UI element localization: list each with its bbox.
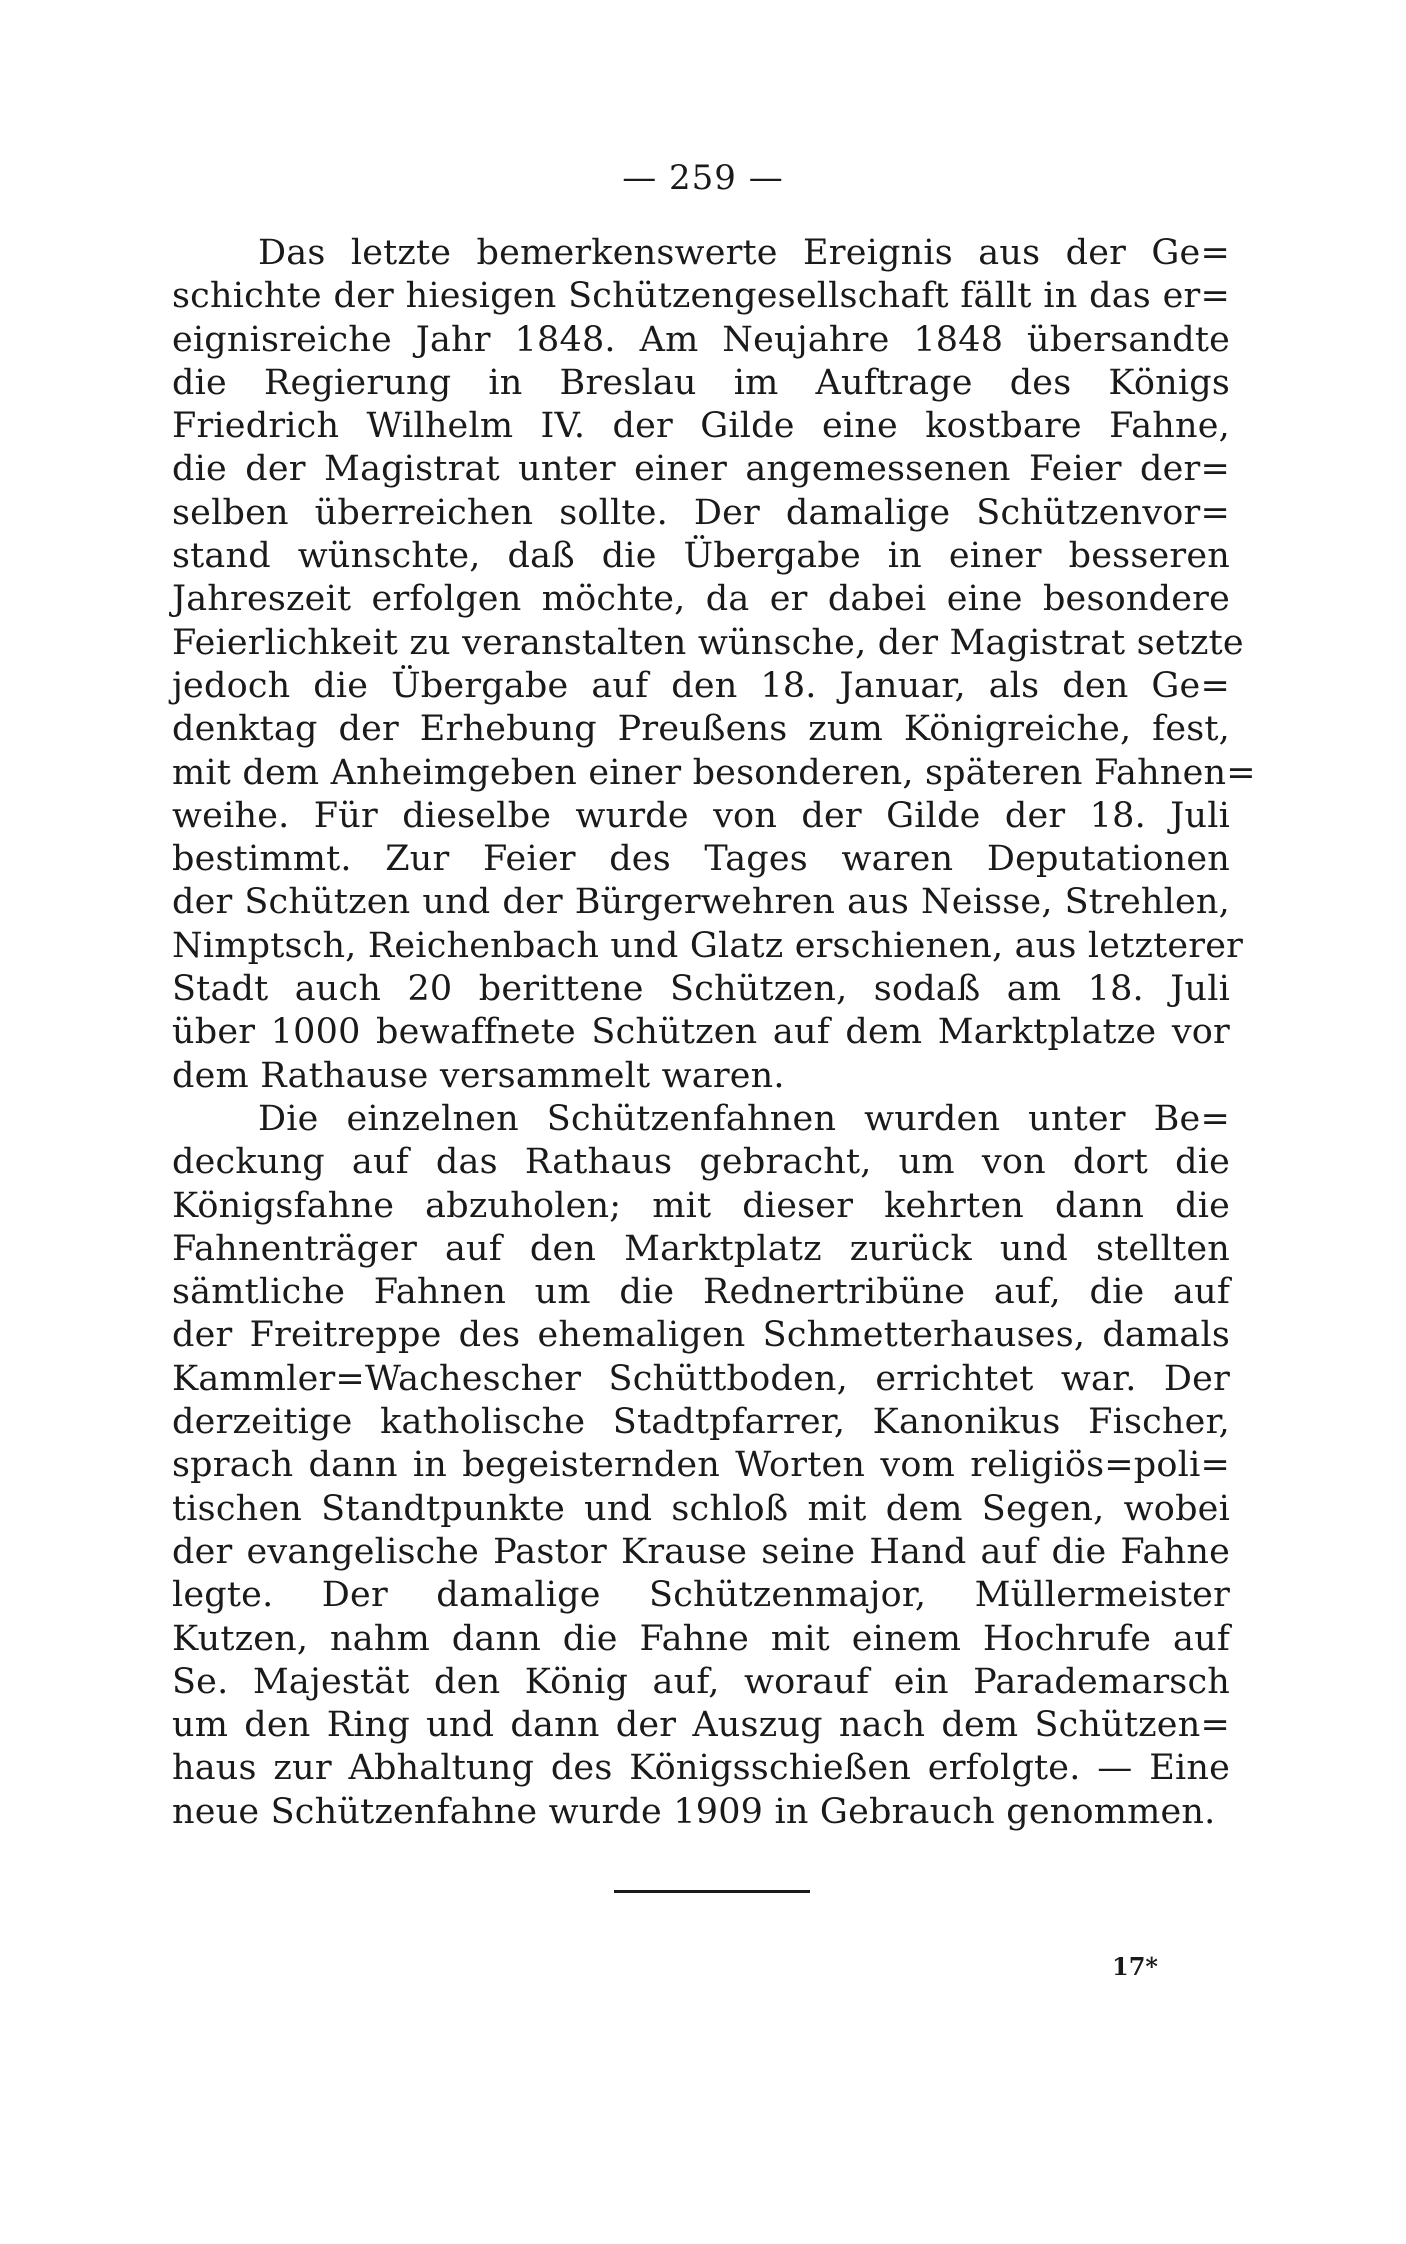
text-line: Kammler=Wachescher Schüttboden, errichtet war. Der [172,1358,1230,1399]
text-line: Kutzen, nahm dann die Fahne mit einem Hochrufe auf [172,1618,1230,1659]
page-number: — 259 — [622,158,784,198]
text-line: Die einzelnen Schützenfahnen wurden unter Be= [258,1098,1230,1139]
text-line: dem Rathause versammelt waren. [172,1055,785,1096]
text-line: weihe. Für dieselbe wurde von der Gilde der 18. Juli [172,795,1230,836]
text-line: der evangelische Pastor Krause seine Hand auf die Fahne [172,1531,1230,1572]
body-text [172,232,1256,1834]
text-line: die der Magistrat unter einer angemessenen Feier der= [172,449,1230,490]
text-line: Nimptsch, Reichenbach und Glatz erschienen, aus letzterer [172,925,1244,966]
text-line: jedoch die Übergabe auf den 18. Januar, als den Ge= [172,665,1230,706]
signature-mark: 17* [1112,1952,1158,1981]
text-line: sämtliche Fahnen um die Rednertribüne auf, die auf [172,1272,1230,1313]
text-line: deckung auf das Rathaus gebracht, um von dort die [172,1142,1230,1183]
text-line: über 1000 bewaffnete Schützen auf dem Marktplatze vor [172,1012,1230,1053]
text-line: schichte der hiesigen Schützengesellschaft fällt in das er= [172,276,1230,317]
text-line: tischen Standtpunkte und schloß mit dem Segen, wobei [172,1488,1230,1529]
text-line: legte. Der damalige Schützenmajor, Müllermeister [172,1575,1230,1616]
text-line: selben überreichen sollte. Der damalige Schützenvor= [172,492,1230,533]
text-line: der Schützen und der Bürgerwehren aus Neisse, Strehlen, [172,882,1230,923]
text-line: Feierlichkeit zu veranstalten wünsche, der Magistrat setzte [172,622,1244,663]
text-line: Jahreszeit erfolgen möchte, da er dabei eine besondere [172,579,1230,620]
text-line: denktag der Erhebung Preußens zum Königreiche, fest, [172,709,1230,750]
text-line: mit dem Anheimgeben einer besonderen, späteren Fahnen= [172,752,1256,793]
text-line: Friedrich Wilhelm IV. der Gilde eine kostbare Fahne, [172,406,1230,447]
paragraph-1 [172,232,1256,1098]
text-line: sprach dann in begeisternden Worten vom religiös=poli= [172,1445,1230,1486]
text-line: Fahnenträger auf den Marktplatz zurück und stellten [172,1228,1230,1269]
text-line: die Regierung in Breslau im Auftrage des Königs [172,362,1230,403]
text-line: Königsfahne abzuholen; mit dieser kehrten dann die [172,1185,1230,1226]
text-line: bestimmt. Zur Feier des Tages waren Deputationen [172,839,1230,880]
text-line: Se. Majestät den König auf, worauf ein Parademarsch [172,1661,1230,1702]
text-line: haus zur Abhaltung des Königsschießen erfolgte. — Eine [172,1748,1230,1789]
text-line: neue Schützenfahne wurde 1909 in Gebrauch genommen. [172,1791,1216,1832]
text-line: um den Ring und dann der Auszug nach dem Schützen= [172,1705,1230,1746]
text-line: Stadt auch 20 berittene Schützen, sodaß am 18. Juli [172,969,1230,1010]
paragraph-2 [172,1098,1230,1834]
text-line: derzeitige katholische Stadtpfarrer, Kanonikus Fischer, [172,1402,1230,1443]
text-line: eignisreiche Jahr 1848. Am Neujahre 1848 übersandte [172,319,1230,360]
text-line: der Freitreppe des ehemaligen Schmetterhauses, damals [172,1315,1230,1356]
text-line: stand wünschte, daß die Übergabe in einer besseren [172,536,1230,577]
text-line: Das letzte bemerkenswerte Ereignis aus der Ge= [258,233,1230,273]
section-end-rule [614,1890,810,1893]
